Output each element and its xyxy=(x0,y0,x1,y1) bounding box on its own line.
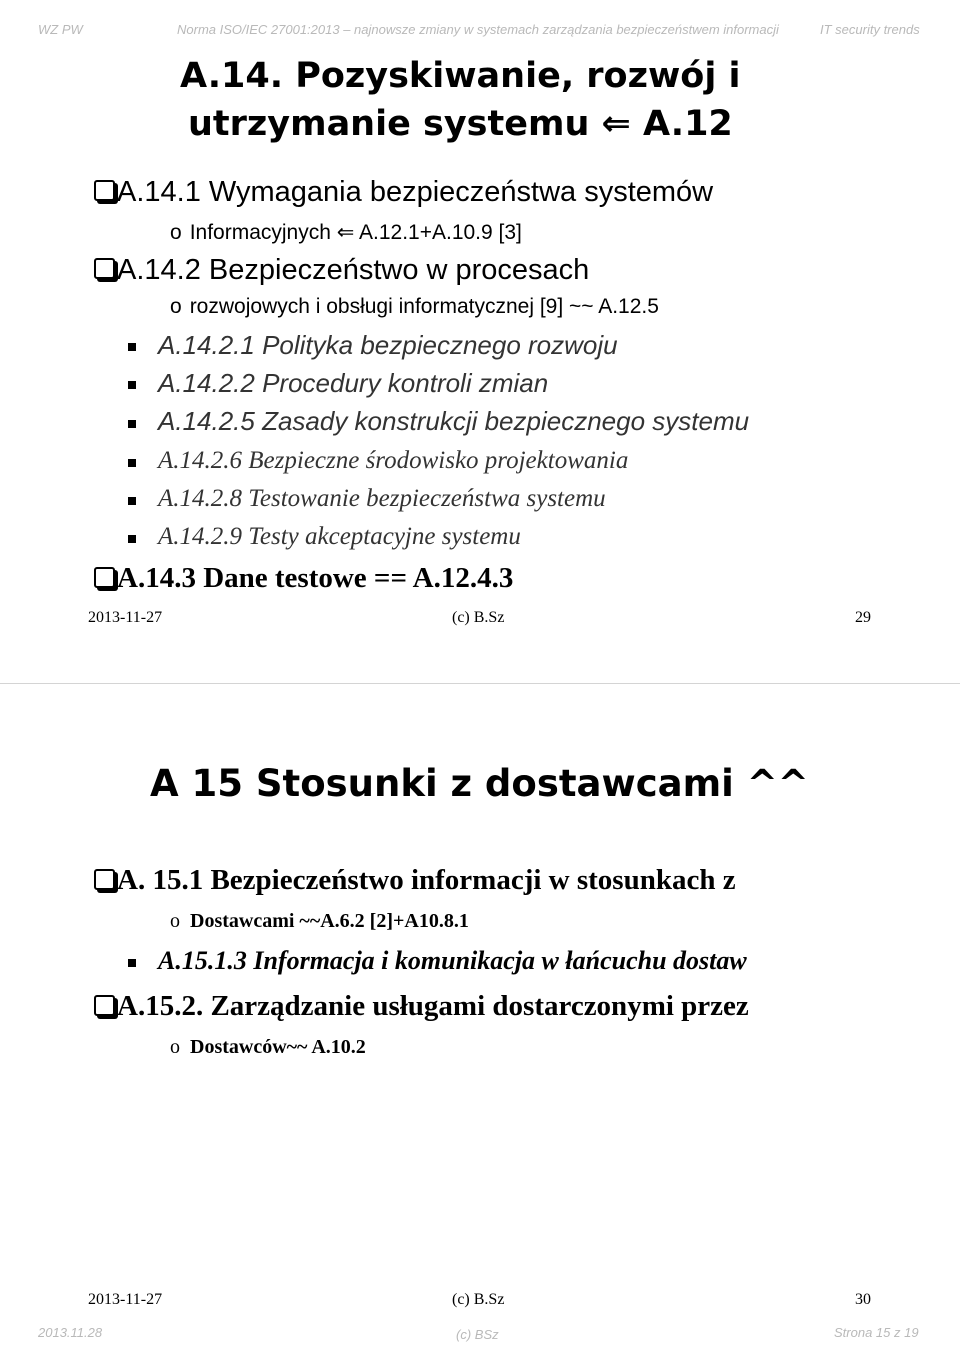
square-bullet-icon xyxy=(128,497,136,505)
square-bullet-icon xyxy=(128,420,136,428)
slide-title-line2: utrzymanie systemu ⇐ A.12 xyxy=(188,104,733,144)
header-center: Norma ISO/IEC 27001:2013 – najnowsze zmiany w systemach zarządzania bezpieczeństwem informacji xyxy=(177,22,779,37)
sub-item-a14-1 xyxy=(170,220,522,245)
list-item-a14-3 xyxy=(94,562,513,595)
slide-footer-author: (c) B.Sz xyxy=(452,1291,505,1308)
list-item-a14-2 xyxy=(94,254,589,287)
slide-divider xyxy=(0,683,960,684)
bullet-a14-2-6: A.14.2.6 Bezpieczne środowisko projektowania xyxy=(158,447,629,474)
square-bullet-icon xyxy=(128,959,136,967)
item-label: A.14.3 Dane testowe == A.12.4.3 xyxy=(117,562,514,594)
item-label: A.14.2 Bezpieczeństwo w procesach xyxy=(117,254,590,286)
circle-bullet-icon: o xyxy=(170,221,182,244)
header-left: WZ PW xyxy=(38,22,83,37)
slide-footer-page: 29 xyxy=(855,609,871,626)
sub-item-a15-2 xyxy=(170,1036,366,1059)
list-item-a15-2 xyxy=(94,990,749,1023)
circle-bullet-icon: o xyxy=(170,295,182,318)
slide-footer-date: 2013-11-27 xyxy=(88,609,163,626)
slide-footer-author: (c) B.Sz xyxy=(452,609,505,626)
sub-item-a15-1 xyxy=(170,910,469,933)
slide-title: A 15 Stosunki z dostawcami ^^ xyxy=(150,762,809,805)
item-label: A.15.2. Zarządzanie usługami dostarczonymi przez xyxy=(117,990,749,1022)
slide-title-line1: A.14. Pozyskiwanie, rozwój i xyxy=(180,56,741,96)
sub-item-a14-2 xyxy=(170,295,659,319)
bullet-a15-1-3: A.15.1.3 Informacja i komunikacja w łańcuchu dostaw xyxy=(158,946,747,975)
checkbox-bullet-icon xyxy=(94,567,115,588)
circle-bullet-icon: o xyxy=(170,1036,180,1058)
checkbox-bullet-icon xyxy=(94,180,115,201)
sub-item-label: Informacyjnych ⇐ A.12.1+A.10.9 [3] xyxy=(189,221,522,244)
bullet-a14-2-8: A.14.2.8 Testowanie bezpieczeństwa systemu xyxy=(158,485,606,512)
bullet-a14-2-2: A.14.2.2 Procedury kontroli zmian xyxy=(158,368,549,398)
checkbox-bullet-icon xyxy=(94,258,115,279)
item-label: A. 15.1 Bezpieczeństwo informacji w stosunkach z xyxy=(117,864,736,896)
bullet-a14-2-1: A.14.2.1 Polityka bezpiecznego rozwoju xyxy=(158,330,618,360)
bullet-a14-2-5: A.14.2.5 Zasady konstrukcji bezpiecznego systemu xyxy=(158,406,750,436)
sub-item-label: Dostawców~~ A.10.2 xyxy=(190,1036,366,1058)
bullet-a14-2-9: A.14.2.9 Testy akceptacyjne systemu xyxy=(158,523,521,550)
slide-footer-date: 2013-11-27 xyxy=(88,1291,163,1308)
sub-item-label: rozwojowych i obsługi informatycznej [9] ~~ A.12.5 xyxy=(189,295,659,318)
square-bullet-icon xyxy=(128,459,136,467)
checkbox-bullet-icon xyxy=(94,869,115,890)
slide-footer-page: 30 xyxy=(855,1291,871,1308)
item-label: A.14.1 Wymagania bezpieczeństwa systemów xyxy=(117,176,714,208)
square-bullet-icon xyxy=(128,535,136,543)
checkbox-bullet-icon xyxy=(94,995,115,1016)
page-footer-center: (c) BSz xyxy=(456,1327,499,1342)
header-right: IT security trends xyxy=(820,22,920,37)
square-bullet-icon xyxy=(128,381,136,389)
list-item-a15-1 xyxy=(94,864,736,897)
list-item-a14-1 xyxy=(94,176,713,209)
page-footer-left: 2013.11.28 xyxy=(38,1325,103,1340)
square-bullet-icon xyxy=(128,343,136,351)
sub-item-label: Dostawcami ~~A.6.2 [2]+A10.8.1 xyxy=(190,910,469,932)
circle-bullet-icon: o xyxy=(170,910,180,932)
page-footer-right: Strona 15 z 19 xyxy=(834,1325,919,1340)
